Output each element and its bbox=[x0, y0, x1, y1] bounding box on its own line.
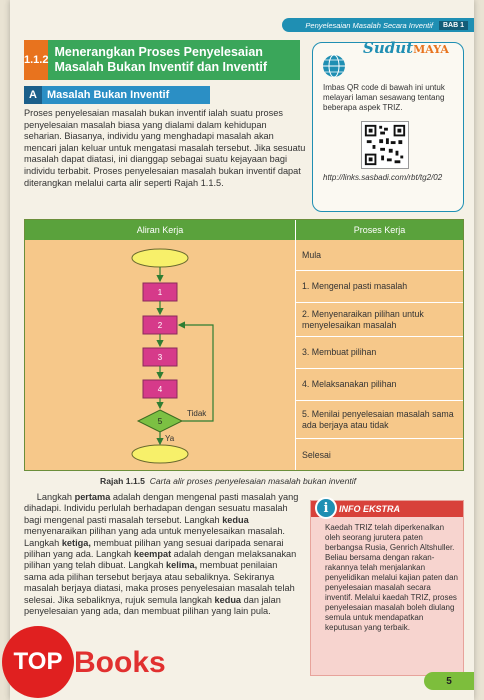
watermark-text: Books bbox=[74, 646, 166, 679]
info-icon: i bbox=[315, 497, 337, 519]
sudut-maya-box bbox=[312, 39, 464, 212]
row-mula: Mula bbox=[302, 249, 322, 260]
section-number: 1.1.2 bbox=[24, 40, 48, 80]
table-header bbox=[25, 220, 463, 240]
ya-label: Ya bbox=[165, 434, 175, 443]
header-title: Penyelesaian Masalah Secara Inventif bbox=[305, 20, 433, 30]
info-ekstra-box bbox=[310, 500, 464, 676]
page-number: 5 bbox=[424, 672, 474, 690]
qr-code-icon[interactable] bbox=[361, 121, 409, 169]
running-header bbox=[282, 18, 474, 32]
sudut-maya-link[interactable]: http://links.sasbadi.com/rbt/tg2/02 bbox=[323, 173, 443, 182]
steps-paragraph: Langkah pertama adalah dengan mengenal pasti masalah yang dihadapi. Individu perlulah berhadapan dengan sesuatu masalah bagi mengenal pasti masalah tersebut. Langkah kedua menyenaraikan pilihan yang ada untuk menyelesaikan masalah. Langkah ketiga, membuat pilihan yang sesuai daripada senarai pilihan yang ada. Langkah keempat adalah dengan melaksanakan pilihan yang telah dibuat. Langkah kelima, membuat penilaian sama ada pilihan tersebut berjaya atau sebaliknya. Sekiranya masalah berjaya diatasi, maka proses penyelesaian masalah telah selesai. Jika sebaliknya, rujuk semula langkah kedua dan jalan penyelesaian yang ada, dan membuat pilihan yang lain pula. bbox=[24, 492, 299, 617]
start-oval bbox=[132, 249, 188, 267]
step-label-5: 5 bbox=[157, 417, 163, 426]
info-ekstra-text: Kaedah TRIZ telah diperkenalkan oleh seorang jurutera paten berbangsa Rusia, Genrich Altshuller. Beliau bersama dengan rakan-rakannya telah menjalankan penyelidikan melalui kajian paten dan penyelesaian masalah secara inventif. Melalui kaedah TRIZ, proses penyelesaian masalah boleh diulang semula untuk mendapatkan keputusan yang terbaik. bbox=[325, 523, 458, 632]
intro-paragraph: Proses penyelesaian masalah bukan inventif ialah suatu proses penyelesaian masalah biasa yang dialami dalam kehidupan seharian. Biasanya, individu yang menghadapi masalah akan mencari jalan keluar untuk mengatasi masalah tersebut. Jika sesuatu masalah dapat diatasi, ini dianggap sebagai suatu kejayaan bagi individu terbabit. Proses penyelesaian masalah bukan inventif dapat diterangkan melalui carta alir seperti Rajah 1.1.5. bbox=[24, 108, 306, 188]
row-step-5: 5. Menilai penyelesaian masalah sama ada berjaya atau tidak bbox=[296, 400, 463, 438]
info-ekstra-title: INFO EKSTRA bbox=[311, 501, 463, 517]
header-proses-kerja: Proses Kerja bbox=[353, 225, 406, 235]
chapter-badge: BAB 1 bbox=[439, 21, 468, 30]
flowchart bbox=[25, 240, 296, 471]
step-label-3: 3 bbox=[157, 353, 163, 362]
tidak-label: Tidak bbox=[187, 409, 207, 418]
topbooks-watermark bbox=[0, 618, 200, 700]
section-title: Menerangkan Proses Penyelesaian Masalah Bukan Inventif dan Inventif bbox=[54, 45, 268, 74]
step-label-1: 1 bbox=[157, 288, 163, 297]
figure-caption bbox=[100, 476, 356, 486]
caption-text: Carta alir proses penyelesaian masalah bukan inventif bbox=[149, 476, 357, 486]
end-oval bbox=[132, 445, 188, 463]
row-step-4: 4. Melaksanakan pilihan bbox=[296, 368, 463, 400]
row-selesai: Selesai bbox=[296, 438, 463, 471]
subsection-letter: A bbox=[24, 86, 42, 104]
section-heading bbox=[24, 40, 300, 80]
globe-icon bbox=[321, 53, 347, 79]
sudut-maya-logo: SudutMAYA bbox=[363, 39, 449, 57]
row-step-1: 1. Mengenal pasti masalah bbox=[296, 270, 463, 302]
caption-label: Rajah 1.1.5 bbox=[100, 476, 145, 486]
watermark-circle: TOP bbox=[2, 626, 74, 698]
flowchart-table bbox=[24, 219, 464, 471]
sudut-maya-text: Imbas QR code di bawah ini untuk melayari laman sesawang tentang beberapa aspek TRIZ. bbox=[323, 83, 445, 112]
subsection-heading bbox=[24, 86, 210, 104]
header-aliran-kerja: Aliran Kerja bbox=[25, 220, 296, 240]
book-page bbox=[10, 0, 474, 700]
row-step-3: 3. Membuat pilihan bbox=[296, 336, 463, 368]
row-step-2: 2. Menyenaraikan pilihan untuk menyelesaikan masalah bbox=[296, 302, 463, 336]
process-rows bbox=[296, 240, 463, 470]
step-label-4: 4 bbox=[157, 385, 163, 394]
step-label-2: 2 bbox=[157, 321, 163, 330]
subsection-title: Masalah Bukan Inventif bbox=[47, 89, 170, 101]
